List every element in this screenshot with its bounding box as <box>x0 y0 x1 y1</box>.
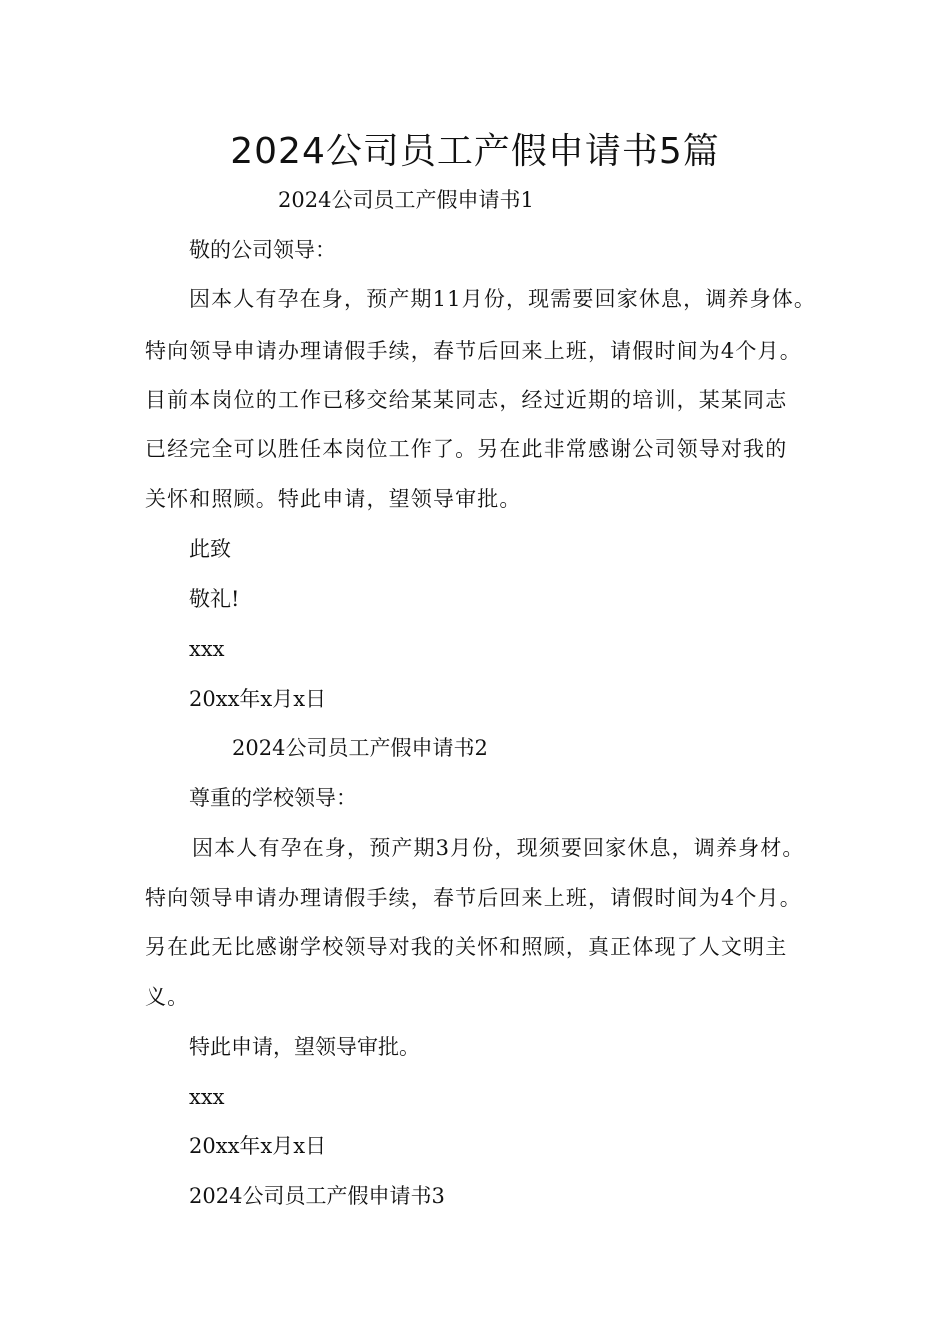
letter-1-date: 20xx年x月x日 <box>189 687 327 711</box>
letter-2-body-line: 特向领导申请办理请假手续，春节后回来上班，请假时间为4个月。 <box>145 886 802 910</box>
letter-2-body-line: 另在此无比感谢学校领导对我的关怀和照顾，真正体现了人文明主 <box>145 935 788 959</box>
letter-2-body-line: 因本人有孕在身，预产期3月份，现须要回家休息，调养身材。 <box>192 836 805 860</box>
document-title: 2024公司员工产假申请书5篇 <box>230 131 720 172</box>
letter-1-salute: 敬礼! <box>189 587 240 611</box>
letter-1-body-line: 因本人有孕在身，预产期11月份，现需要回家休息，调养身体。 <box>189 287 817 311</box>
letter-1-heading: 2024公司员工产假申请书1 <box>278 188 534 212</box>
letter-2-request: 特此申请，望领导审批。 <box>189 1035 420 1059</box>
letter-2-date: 20xx年x月x日 <box>189 1134 327 1158</box>
letter-3-heading: 2024公司员工产假申请书3 <box>189 1184 445 1208</box>
letter-2-heading: 2024公司员工产假申请书2 <box>232 736 488 760</box>
letter-2-signature: xxx <box>189 1085 225 1109</box>
letter-1-body-line: 目前本岗位的工作已移交给某某同志，经过近期的培训，某某同志 <box>145 388 788 412</box>
letter-2-salutation: 尊重的学校领导： <box>189 786 357 810</box>
letter-1-body-line: 特向领导申请办理请假手续，春节后回来上班，请假时间为4个月。 <box>145 339 802 363</box>
letter-2-body-line: 义。 <box>145 985 190 1009</box>
letter-1-closing: 此致 <box>189 537 231 561</box>
letter-1-body-line: 关怀和照顾。特此申请，望领导审批。 <box>145 487 522 511</box>
letter-1-salutation: 敬的公司领导： <box>189 238 336 262</box>
letter-1-body-line: 已经完全可以胜任本岗位工作了。另在此非常感谢公司领导对我的 <box>145 437 788 461</box>
letter-1-signature: xxx <box>189 637 225 661</box>
